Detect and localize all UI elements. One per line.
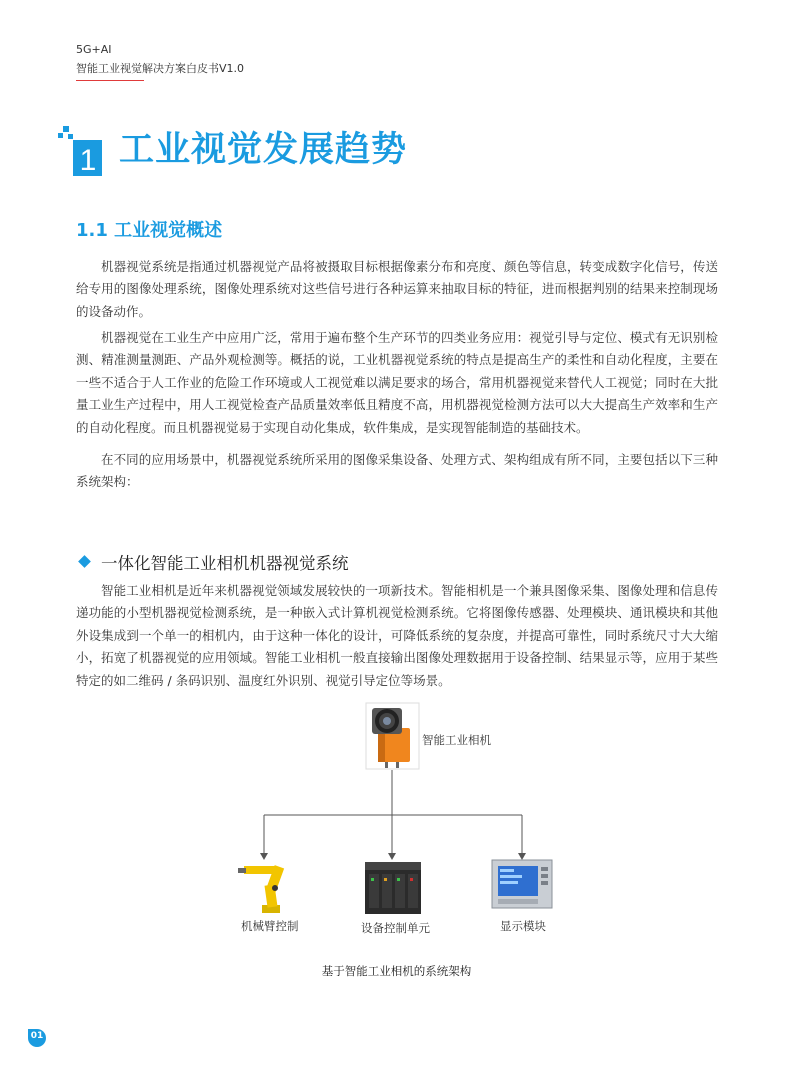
camera-label: 智能工业相机 (422, 733, 491, 747)
smart-camera-image (366, 703, 419, 769)
header-doc-title: 智能工业视觉解决方案白皮书V1.0 (76, 62, 245, 75)
chapter-title: 工业视觉发展趋势 (119, 130, 408, 170)
robot-arm-image (236, 860, 296, 916)
chapter-number: 1 (79, 144, 97, 176)
diagram-connectors (264, 770, 522, 855)
child-label-control-unit: 设备控制单元 (361, 921, 430, 935)
paragraph-text: 在不同的应用场景中，机器视觉系统所采用的图像采集设备、处理方式、架构组成有所不同，主要包括以下三种系统架构： (76, 452, 718, 490)
diagram-caption: 基于智能工业相机的系统架构 (321, 964, 472, 978)
section-title: 1.1 工业视觉概述 (76, 220, 223, 241)
header-brand: 5G+AI (76, 43, 112, 56)
display-module-image (492, 860, 552, 908)
paragraph-text: 智能工业相机是近年来机器视觉领域发展较快的一项新技术。智能相机是一个兼具图像采集、图像处理和信息传递功能的小型机器视觉检测系统，是一种嵌入式计算机视觉检测系统。它将图像传感器、处理模块、通讯模块和其他外设集成到一个单一的相机内，由于这种一体化的设计，可降低系统的复杂度，并提高可靠性，同时系统尺寸大大缩小，拓宽了机器视觉的应用领域。智能工业相机一般直接输出图像处理数据用于设备控制、结果显示等，应用于某些特定的如二维码 / 条码识别、温度红外识别、视觉引导定位等场景。 (76, 583, 718, 688)
page-number: 01 (30, 1031, 44, 1041)
child-label-display-module: 显示模块 (500, 919, 546, 933)
child-label-robot-arm: 机械臂控制 (241, 919, 299, 933)
paragraph-text: 机器视觉在工业生产中应用广泛，常用于遍布整个生产环节的四类业务应用：视觉引导与定位、模式有无识别检测、精准测量测距、产品外观检测等。概括的说，工业机器视觉系统的特点是提高生产的柔性和自动化程度，主要在一些不适合于人工作业的危险工作环境或人工视觉难以满足要求的场合，常用机器视觉来替代人工视觉；同时在大批量工业生产过程中，用人工视觉检查产品质量效率低且精度不高，用机器视觉检测方法可以大大提高生产效率和生产的自动化程度。而且机器视觉易于实现自动化集成，软件集成，是实现智能制造的基础技术。 (76, 330, 718, 435)
control-unit-image (365, 862, 421, 914)
subsection-title: 一体化智能工业相机机器视觉系统 (101, 554, 349, 573)
paragraph-text: 机器视觉系统是指通过机器视觉产品将被摄取目标根据像素分布和亮度、颜色等信息，转变成数字化信号，传送给专用的图像处理系统，图像处理系统对这些信号进行各种运算来抽取目标的特征，进而根据判别的结果来控制现场的设备动作。 (76, 259, 718, 319)
diagram-arrowheads (260, 853, 526, 860)
